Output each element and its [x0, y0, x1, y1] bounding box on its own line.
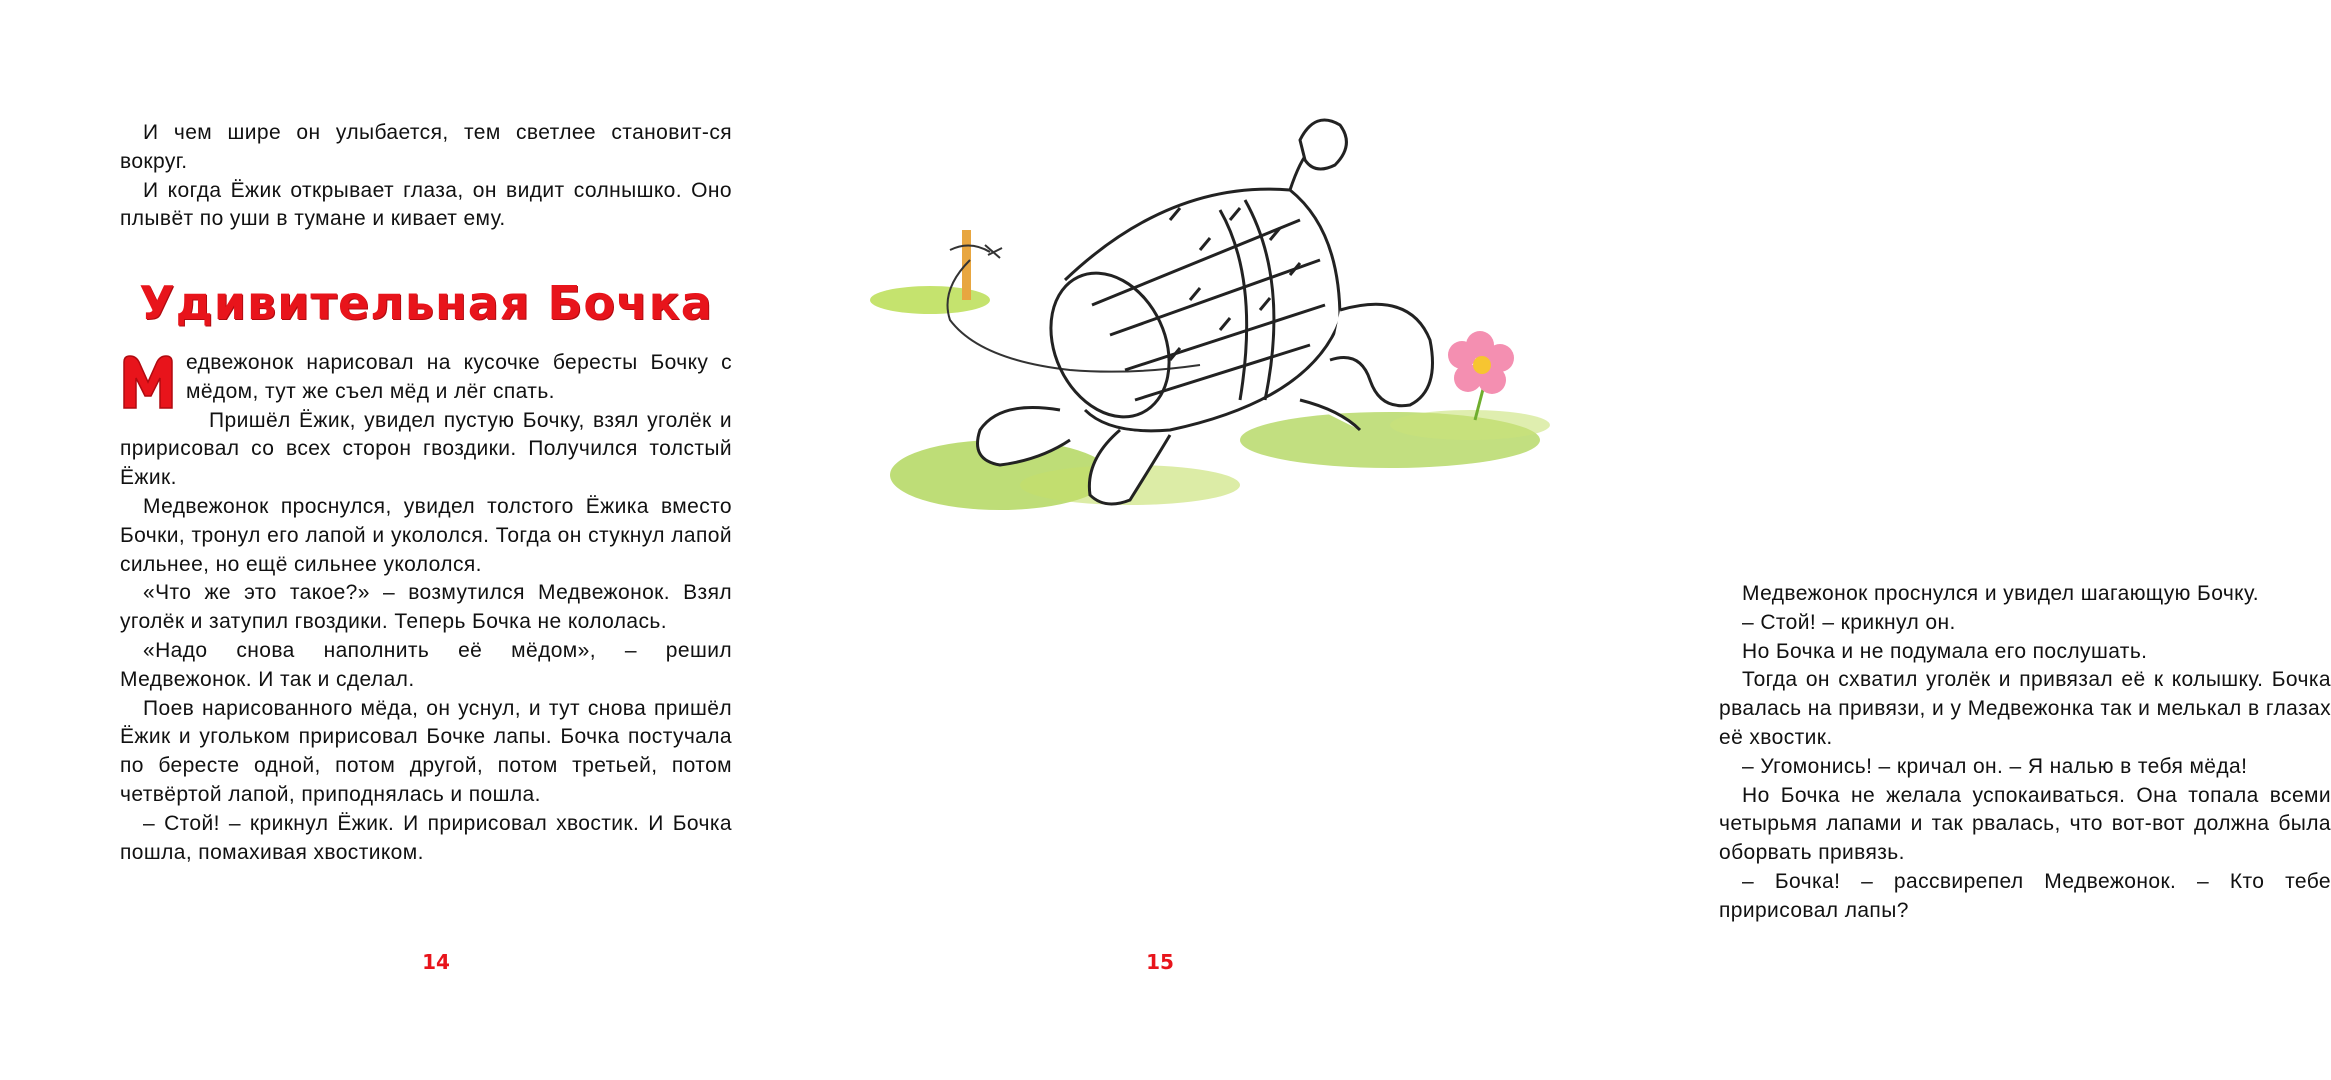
paragraph: – Стой! – крикнул он.: [1742, 610, 1956, 634]
left-main-text: [120, 349, 732, 867]
paragraph: «Надо снова наполнить её мёдом», – решил Медвежонок. И так и сделал.: [120, 638, 732, 691]
paragraph: – Угомонись! – кричал он. – Я налью в тебя мёда!: [1742, 754, 2248, 778]
paragraph: Но Бочка не желала успокаиваться. Она топала всеми четырьмя лапами и так рвалась, что вот-вот должна была оборвать привязь.: [1719, 783, 2331, 865]
tail-icon: [1290, 120, 1346, 190]
paragraph: Тогда он схватил уголёк и привязал её к колышку. Бочка рвалась на привязи, и у Медвежонка так и мелькал в глазах её хвостик.: [1719, 668, 2331, 749]
right-main-text: [1719, 580, 2331, 926]
left-page: [0, 0, 815, 1080]
paragraph: – Стой! – крикнул Ёжик. И пририсовал хвостик. И Бочка пошла, помахивая хвостиком.: [120, 811, 732, 864]
page-number: 15: [1146, 950, 1174, 974]
paragraph: – Бочка! – рассвирепел Медвежонок. – Кто тебе пририсовал лапы?: [1719, 869, 2331, 922]
barrel-icon: [1028, 189, 1340, 436]
paragraph: «Что же это такое?» – возмутился Медвежонок. Взял уголёк и затупил гвоздики. Теперь Бочка не кололась.: [120, 581, 732, 634]
paragraph: Поев нарисованного мёда, он уснул, и тут снова пришёл Ёжик и угольком пририсовал Бочке лапы. Бочка постучала по бересте одной, потом другой, потом третьей, потом четвёртой лапой, приподнялась и пошла.: [120, 696, 732, 806]
drop-cap: [120, 352, 176, 412]
flower-icon: [1448, 331, 1514, 420]
right-page: [815, 0, 2331, 1080]
barrel-with-legs-illustration: [870, 100, 1570, 540]
grass-patch: [870, 286, 1550, 510]
page-number: 14: [422, 950, 450, 974]
paragraph: Медвежонок проснулся, увидел толстого Ёжика вместо Бочки, тронул его лапой и укололся. Тогда он стукнул лапой сильнее, но ещё сильнее укололся.: [120, 494, 732, 576]
paragraph: Пришёл Ёжик, увидел пустую Бочку, взял уголёк и пририсовал со всех сторон гвоздики. Получился толстый Ёжик.: [120, 408, 732, 490]
drop-cap-letter-icon: [120, 352, 176, 412]
paragraph: Медвежонок проснулся и увидел шагающую Бочку.: [1742, 582, 2260, 605]
chapter-title: Удивительная Бочка: [139, 276, 713, 330]
paragraph: Но Бочка и не подумала его послушать.: [1742, 639, 2148, 663]
first-paragraph-text: едвежонок нарисовал на кусочке бересты Бочку с мёдом, тут же съел мёд и лёг спать.: [186, 351, 732, 403]
left-top-text: [120, 119, 732, 234]
paragraph: И когда Ёжик открывает глаза, он видит солнышко. Оно плывёт по уши в тумане и кивает ему.: [120, 178, 732, 231]
first-paragraph: [120, 349, 732, 407]
paragraph: И чем шире он улыбается, тем светлее становит-ся вокруг.: [120, 121, 732, 173]
